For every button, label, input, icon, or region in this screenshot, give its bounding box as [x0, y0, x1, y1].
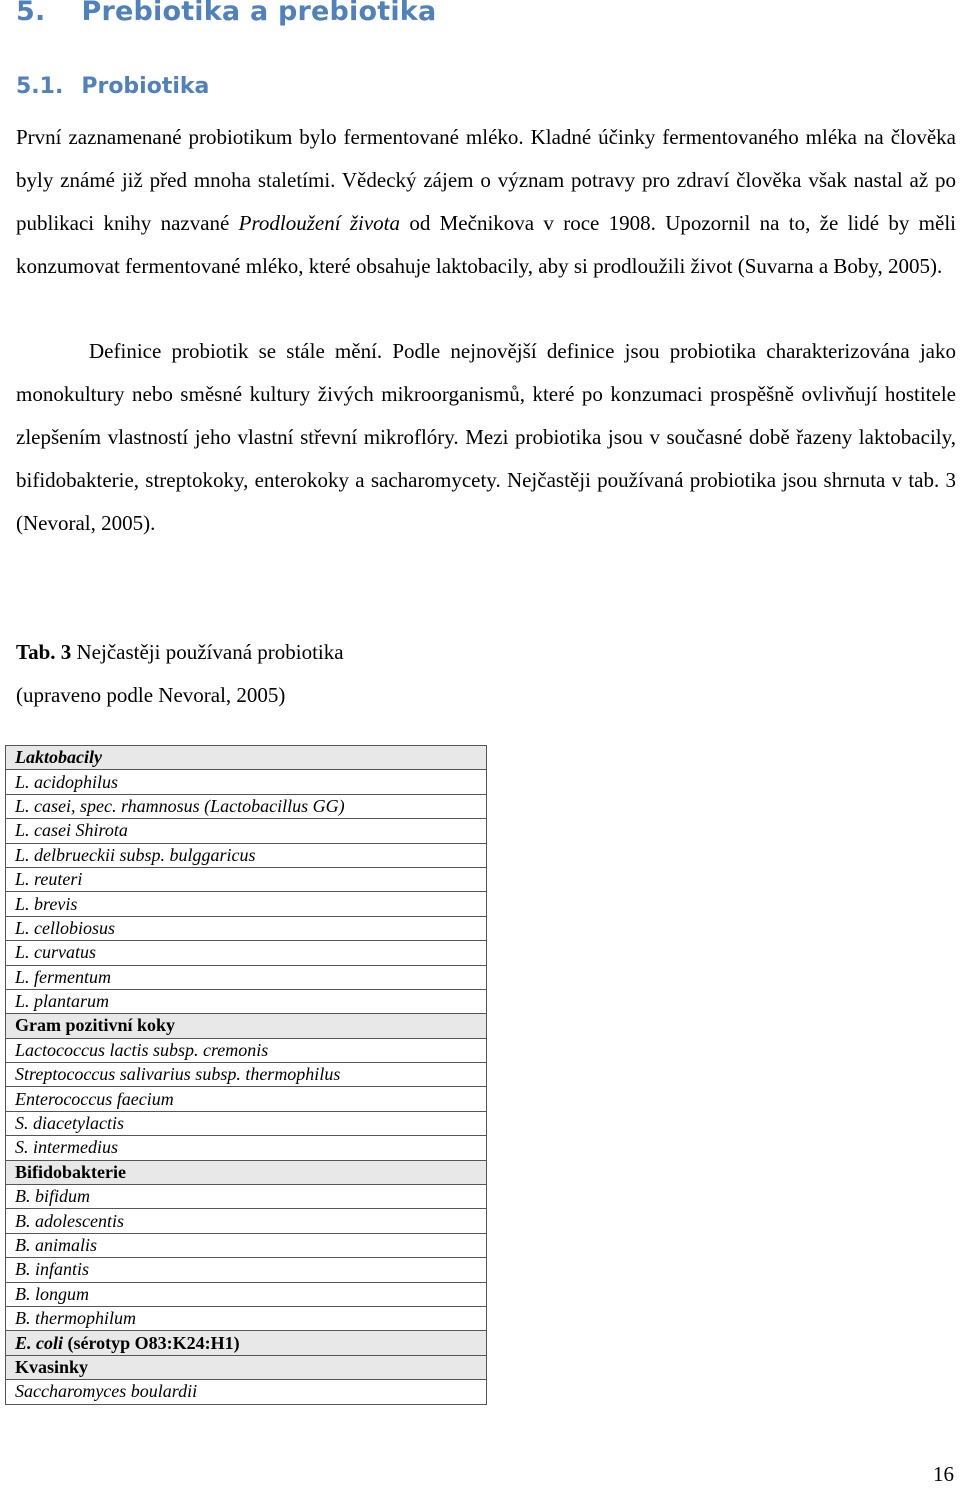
- chapter-title: Prebiotika a prebiotika: [81, 0, 437, 27]
- table-row-cell: [6, 794, 487, 818]
- cell-text: (sérotyp O83:K24:H1): [63, 1332, 240, 1353]
- cell-text: Saccharomyces boulardii: [15, 1381, 198, 1402]
- cell-text: L. plantarum: [15, 991, 110, 1012]
- table-row-cell: [6, 1233, 487, 1257]
- table-group-header-cell: [6, 1014, 487, 1038]
- section-heading: [16, 74, 209, 99]
- paragraph-intro-text: První zaznamenané probiotikum bylo fermentované mléko. Kladné účinky fermentovaného mléka na člověka byly známé již před mnoha staletími. Vědecký zájem o význam potravy pro zdraví člověka však nastal až po publikaci knihy nazvané: [16, 125, 956, 235]
- table-row-cell: [6, 1087, 487, 1111]
- table-row: [6, 770, 487, 794]
- table-row-cell: [6, 965, 487, 989]
- table-row-cell: [6, 941, 487, 965]
- table-group-header: [6, 1014, 487, 1038]
- cell-text: L. acidophilus: [15, 771, 119, 792]
- table-group-header: [6, 1355, 487, 1379]
- table-group-header: [6, 1331, 487, 1355]
- table-row: [6, 843, 487, 867]
- table-row: [6, 794, 487, 818]
- cell-text: L. casei, spec. rhamnosus (Lactobacillus GG): [15, 795, 345, 816]
- table-row: [6, 1306, 487, 1330]
- cell-text: B. infantis: [15, 1259, 90, 1280]
- table-row-cell: [6, 843, 487, 867]
- table-row-cell: [6, 867, 487, 891]
- table-row-cell: [6, 892, 487, 916]
- table-group-header-cell: [6, 1355, 487, 1379]
- page-number: 16: [933, 1462, 954, 1486]
- table-row-cell: [6, 770, 487, 794]
- paragraph-intro-text-end: od Mečnikova v roce 1908. Upozornil na to, že lidé by měli konzumovat fermentované mléko, které obsahuje laktobacily, aby si prodloužili život (Suvarna a Boby, 2005).: [16, 211, 957, 278]
- chapter-heading: [16, 0, 436, 27]
- table-row: [6, 965, 487, 989]
- cell-text: L. reuteri: [15, 869, 83, 890]
- table-row: [6, 1209, 487, 1233]
- cell-text: S. intermedius: [15, 1137, 118, 1158]
- table-row: [6, 916, 487, 940]
- cell-text: B. bifidum: [15, 1186, 90, 1207]
- table-row: [6, 1258, 487, 1282]
- cell-text: B. thermophilum: [15, 1308, 136, 1329]
- section-number: 5.1.: [16, 74, 64, 99]
- cell-text: Lactococcus lactis subsp. cremonis: [15, 1039, 269, 1060]
- table-row-cell: [6, 1111, 487, 1135]
- table-row: [6, 1185, 487, 1209]
- table-row-cell: [6, 1185, 487, 1209]
- cell-text: B. adolescentis: [15, 1210, 124, 1231]
- cell-text: Kvasinky: [15, 1356, 89, 1377]
- table-row-cell: [6, 819, 487, 843]
- table-row-cell: [6, 1258, 487, 1282]
- cell-text: S. diacetylactis: [15, 1113, 124, 1134]
- table-row: [6, 1038, 487, 1062]
- table-row: [6, 941, 487, 965]
- cell-text: L. curvatus: [15, 942, 96, 963]
- table-row-cell: [6, 1136, 487, 1160]
- table-group-header-cell: [6, 746, 487, 770]
- table-row-cell: [6, 1306, 487, 1330]
- table-row-cell: [6, 916, 487, 940]
- table-row: [6, 892, 487, 916]
- section-title: Probiotika: [81, 74, 210, 99]
- cell-text: E. coli: [15, 1332, 63, 1353]
- table-caption: [16, 631, 344, 674]
- cell-text: L. casei Shirota: [15, 820, 128, 841]
- cell-text: L. delbrueckii subsp. bulggaricus: [15, 844, 256, 865]
- table-row-cell: [6, 1038, 487, 1062]
- table-group-header: [6, 746, 487, 770]
- table-row: [6, 1111, 487, 1135]
- table-row-cell: [6, 1063, 487, 1087]
- table-source: (upraveno podle Nevoral, 2005): [16, 683, 286, 707]
- table-row: [6, 1136, 487, 1160]
- cell-text: B. longum: [15, 1283, 89, 1304]
- table-row: [6, 867, 487, 891]
- probiotics-table: [5, 745, 487, 1405]
- table-row: [6, 1233, 487, 1257]
- paragraph-intro: [16, 116, 956, 288]
- cell-text: B. animalis: [15, 1235, 98, 1255]
- table-group-header-cell: [6, 1331, 487, 1355]
- cell-text: Gram pozitivní koky: [15, 1015, 176, 1036]
- table-row: [6, 1087, 487, 1111]
- table-row: [6, 989, 487, 1013]
- paragraph-definition: Definice probiotik se stále mění. Podle nejnovější definice jsou probiotika charakterizována jako monokultury nebo směsné kultury živých mikroorganismů, které po konzumaci prospěšně ovlivňují hostitele zlepšením vlastností jeho vlastní střevní mikroflóry. Mezi probiotika jsou v současné době řazeny laktobacily, bifidobakterie, streptokoky, enterokoky a sacharomycety. Nejčastěji používaná probiotika jsou shrnuta v tab. 3 (Nevoral, 2005).: [16, 339, 956, 535]
- cell-text: Streptococcus salivarius subsp. thermophilus: [15, 1064, 341, 1085]
- table-group-header: [6, 1160, 487, 1184]
- table-row: [6, 1063, 487, 1087]
- cell-text: Laktobacily: [15, 747, 102, 768]
- cell-text: Enterococcus faecium: [15, 1088, 174, 1109]
- chapter-number: 5.: [16, 0, 46, 27]
- table-title: Nejčastěji používaná probiotika: [71, 640, 344, 664]
- table-row: [6, 1380, 487, 1404]
- table-group-header-cell: [6, 1160, 487, 1184]
- table-label: Tab. 3: [16, 640, 72, 664]
- table-row-cell: [6, 1209, 487, 1233]
- book-title: Prodloužení života: [238, 211, 401, 235]
- cell-text: L. brevis: [15, 893, 78, 914]
- table-row: [6, 1282, 487, 1306]
- cell-text: L. fermentum: [15, 966, 111, 987]
- cell-text: Bifidobakterie: [15, 1161, 126, 1182]
- table-row-cell: [6, 989, 487, 1013]
- table-row-cell: [6, 1380, 487, 1404]
- table-row-cell: [6, 1282, 487, 1306]
- cell-text: L. cellobiosus: [15, 917, 116, 938]
- table-row: [6, 819, 487, 843]
